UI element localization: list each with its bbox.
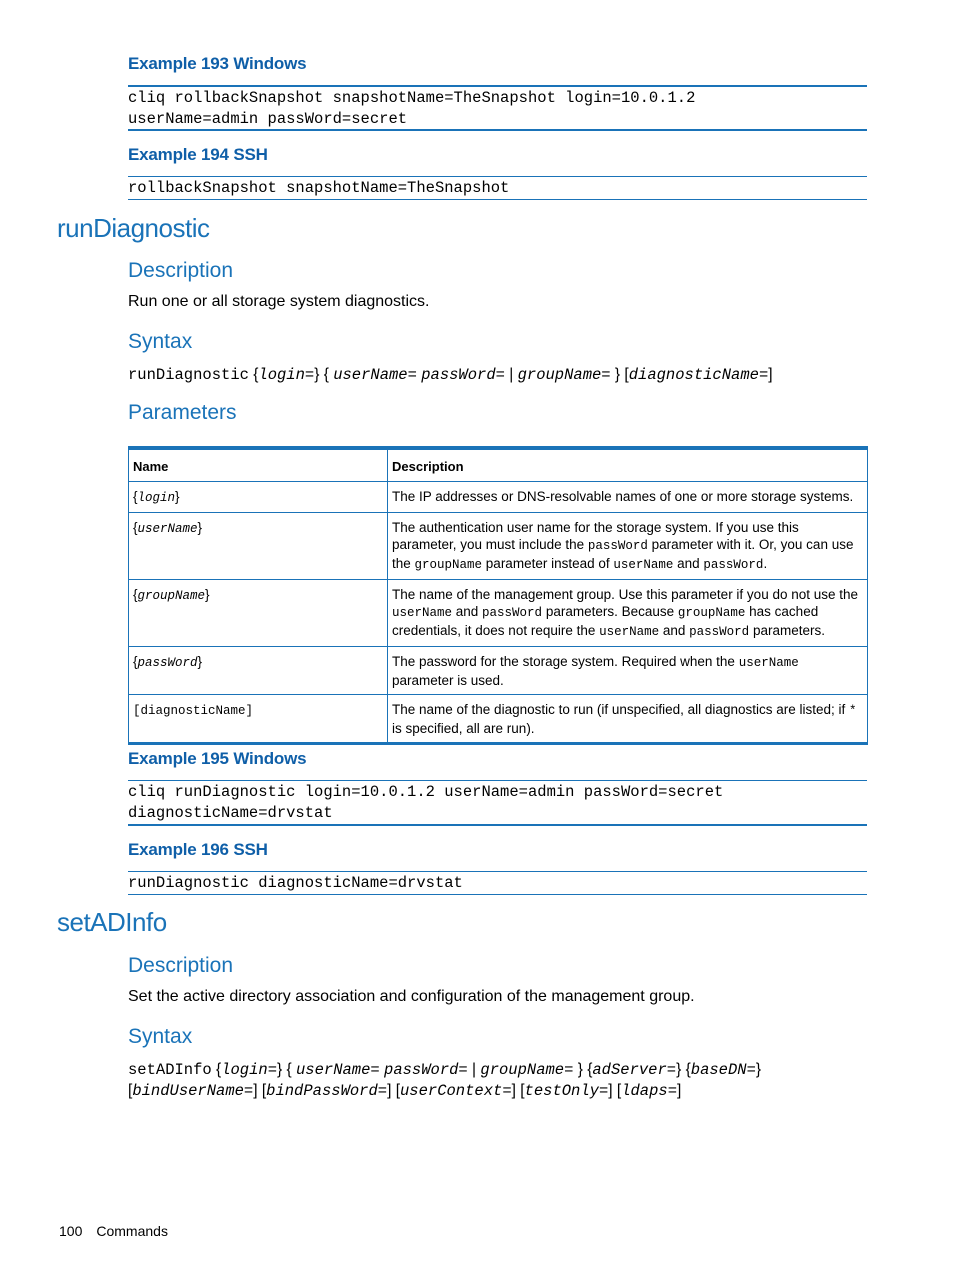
desc-text: parameter instead of <box>482 556 614 571</box>
desc-text: The password for the storage system. Required when the <box>392 654 739 669</box>
param-name: userName <box>137 522 198 536</box>
syntax-param: passWord= <box>421 366 505 384</box>
section-title-setadinfo: setADInfo <box>57 907 167 937</box>
code-line: diagnosticName=drvstat <box>128 804 333 822</box>
param-desc-cell <box>388 695 868 744</box>
desc-code: passWord <box>689 625 750 639</box>
column-header-name: Name <box>129 448 388 482</box>
table-row <box>129 580 868 647</box>
param-name: [diagnosticName] <box>133 704 254 718</box>
code-line: rollbackSnapshot snapshotName=TheSnapshot <box>128 179 510 197</box>
column-header-description: Description <box>388 448 868 482</box>
desc-code: userName <box>613 558 674 572</box>
desc-text: and <box>673 556 704 571</box>
table-row <box>129 482 868 513</box>
syntax-param: passWord= <box>384 1061 468 1079</box>
desc-text: parameters. <box>749 623 825 638</box>
syntax-line: setADInfo {login=} { userName= passWord= | groupName= } {adServer=} {baseDN=} <box>128 1061 762 1079</box>
param-name-cell: {userName} <box>129 513 388 580</box>
syntax-param: login= <box>221 1061 278 1079</box>
description-heading: Description <box>128 954 234 977</box>
syntax-param: userName= <box>295 1061 380 1079</box>
example-195-label: Example 195 Windows <box>128 749 307 768</box>
footer-section: Commands <box>96 1223 168 1239</box>
desc-code: passWord <box>703 558 764 572</box>
desc-code: passWord <box>587 539 648 553</box>
example-193-label: Example 193 Windows <box>128 54 307 73</box>
param-name-cell: {groupName} <box>129 580 388 647</box>
syntax-param: bindUserName= <box>132 1082 254 1100</box>
syntax-param: bindPassWord= <box>266 1082 388 1100</box>
desc-text: has cached credentials, it does not require the <box>392 604 819 638</box>
syntax-line: runDiagnostic {login=} { userName= passWord= | groupName= } [diagnosticName=] <box>128 366 773 384</box>
desc-text: parameter with it. Or, you can use the <box>392 537 854 571</box>
example-194-label: Example 194 SSH <box>128 145 268 164</box>
desc-text: parameters. Because <box>542 604 678 619</box>
syntax-param: login= <box>258 366 315 384</box>
syntax-param: userContext= <box>400 1082 512 1100</box>
syntax-param: ldaps= <box>621 1082 677 1100</box>
table-row <box>129 695 868 744</box>
param-desc-cell <box>388 647 868 695</box>
desc-text: parameter is used. <box>392 673 504 688</box>
table-row <box>129 513 868 580</box>
code-line: runDiagnostic diagnosticName=drvstat <box>128 874 463 892</box>
description-text: Set the active directory association and configuration of the management group. <box>128 988 695 1005</box>
desc-code: groupName <box>414 558 483 572</box>
param-desc: The IP addresses or DNS-resolvable names of one or more storage systems. <box>392 489 854 504</box>
syntax-command: runDiagnostic <box>128 366 249 384</box>
param-name-cell <box>129 695 388 744</box>
syntax-param: adServer= <box>592 1061 677 1079</box>
syntax-param: testOnly= <box>524 1082 609 1100</box>
param-name-cell: {login} <box>129 482 388 513</box>
syntax-heading: Syntax <box>128 330 193 353</box>
param-name: passWord <box>137 656 198 670</box>
syntax-param: userName= <box>333 366 417 384</box>
example-196-code <box>128 871 867 895</box>
desc-code: userName <box>392 606 453 620</box>
page-number: 100 <box>59 1223 83 1239</box>
parameters-table <box>128 446 868 745</box>
table-row <box>129 647 868 695</box>
syntax-param: baseDN= <box>690 1061 756 1079</box>
syntax-pipe: | <box>509 366 514 383</box>
desc-text: is specified, all are run). <box>392 721 535 736</box>
page-footer <box>59 1223 168 1239</box>
table-header-row <box>129 448 868 482</box>
syntax-param: diagnosticName= <box>628 366 769 384</box>
param-name: groupName <box>137 589 206 603</box>
desc-code: groupName <box>677 606 746 620</box>
desc-text: The name of the management group. Use this parameter if you do not use the <box>392 587 859 602</box>
example-196-label: Example 196 SSH <box>128 840 268 859</box>
desc-code: passWord <box>482 606 543 620</box>
syntax-param: groupName= <box>517 366 611 384</box>
syntax-pipe: | <box>472 1061 477 1078</box>
desc-code: userName <box>599 625 660 639</box>
syntax-line-continued: [bindUserName=] [bindPassWord=] [userContext=] [testOnly=] [ldaps=] <box>128 1082 682 1100</box>
desc-text: The authentication user name for the storage system. If you use this parameter, you must include the <box>392 520 799 552</box>
description-heading: Description <box>128 259 234 282</box>
example-193-code <box>128 85 867 131</box>
example-194-code <box>128 176 867 200</box>
desc-code: userName <box>738 656 799 670</box>
description-text: Run one or all storage system diagnostics. <box>128 293 430 310</box>
param-name-cell: {passWord} <box>129 647 388 695</box>
syntax-heading: Syntax <box>128 1025 193 1048</box>
desc-text: and <box>659 623 690 638</box>
param-name: login <box>137 491 176 505</box>
section-title-rundiagnostic: runDiagnostic <box>57 213 210 243</box>
parameters-heading: Parameters <box>128 401 237 424</box>
param-desc-cell <box>388 513 868 580</box>
syntax-command: setADInfo <box>128 1061 212 1079</box>
desc-text: and <box>452 604 483 619</box>
desc-text: The name of the diagnostic to run (if unspecified, all diagnostics are listed; if <box>392 702 849 717</box>
desc-text: . <box>763 556 768 571</box>
code-line: cliq rollbackSnapshot snapshotName=TheSnapshot login=10.0.1.2 <box>128 89 696 107</box>
desc-code: * <box>849 704 857 718</box>
syntax-param: groupName= <box>480 1061 574 1079</box>
example-195-code <box>128 780 867 826</box>
param-desc-cell <box>388 482 868 513</box>
param-desc-cell <box>388 580 868 647</box>
code-line: userName=admin passWord=secret <box>128 110 408 128</box>
code-line: cliq runDiagnostic login=10.0.1.2 userName=admin passWord=secret <box>128 783 724 801</box>
